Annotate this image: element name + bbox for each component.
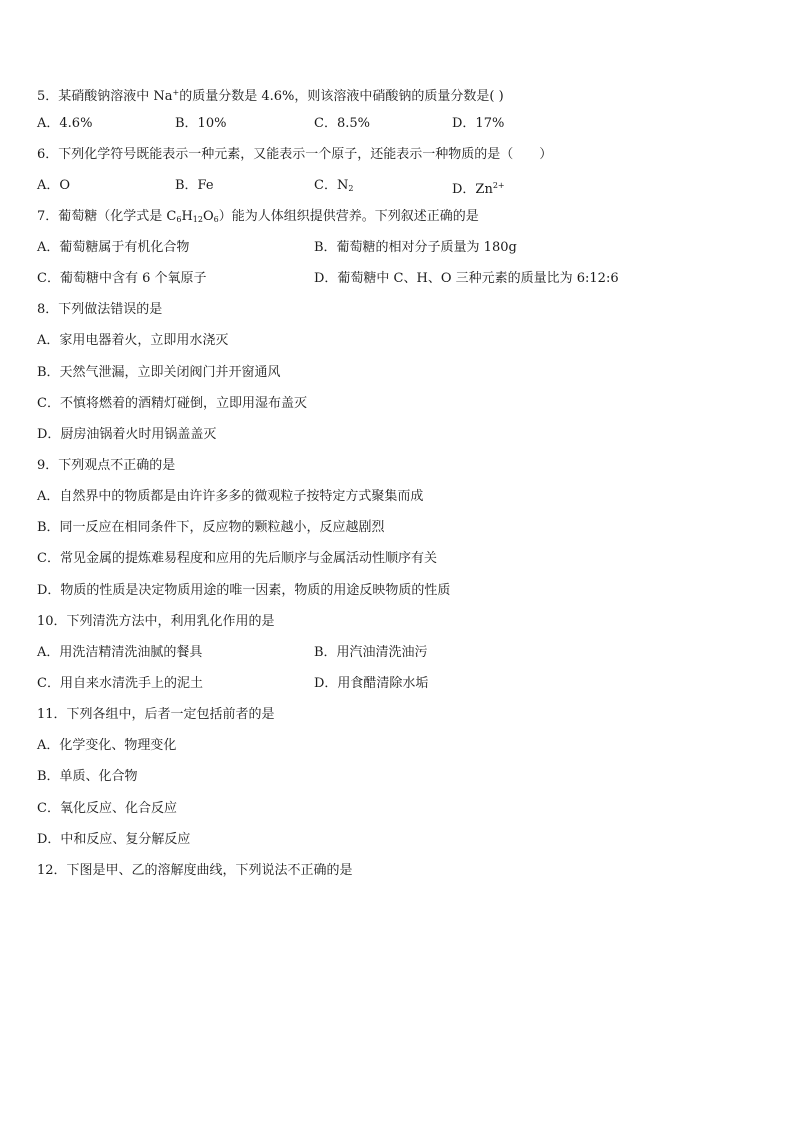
question-6-option-b[interactable]: B．Fe <box>175 178 214 193</box>
question-10-option-a[interactable]: A．用洗洁精清洗油腻的餐具 <box>37 645 203 660</box>
question-5-option-c[interactable]: C．8.5% <box>314 116 370 131</box>
question-9-option-b[interactable]: B．同一反应在相同条件下，反应物的颗粒越小，反应越剧烈 <box>37 520 385 535</box>
question-9-stem: 9．下列观点不正确的是 <box>37 458 176 473</box>
question-9-option-a[interactable]: A．自然界中的物质都是由许许多多的微观粒子按特定方式聚集而成 <box>37 489 424 504</box>
question-7-stem: 7．葡萄糖（化学式是 $C_6H_{12}O_6$）能为人体组织提供营养。下列叙述正确的是 <box>37 209 479 224</box>
question-8-option-c[interactable]: C．不慎将燃着的酒精灯碰倒，立即用湿布盖灭 <box>37 396 307 411</box>
question-7-option-d[interactable]: D．葡萄糖中 C、H、O 三种元素的质量比为 6:12:6 <box>314 271 619 286</box>
question-8-option-d[interactable]: D．厨房油锅着火时用锅盖盖灭 <box>37 427 217 442</box>
question-12-stem: 12．下图是甲、乙的溶解度曲线，下列说法不正确的是 <box>37 863 353 878</box>
question-11-option-c[interactable]: C．氧化反应、化合反应 <box>37 801 177 816</box>
question-9-option-c[interactable]: C．常见金属的提炼难易程度和应用的先后顺序与金属活动性顺序有关 <box>37 551 437 566</box>
question-10-option-d[interactable]: D．用食醋清除水垢 <box>314 676 429 691</box>
question-9-option-d[interactable]: D．物质的性质是决定物质用途的唯一因素，物质的用途反映物质的性质 <box>37 583 451 598</box>
question-10-option-c[interactable]: C．用自来水清洗手上的泥土 <box>37 676 203 691</box>
question-6-stem: 6．下列化学符号既能表示一种元素，又能表示一个原子，还能表示一种物质的是（ ） <box>37 147 553 162</box>
question-6-option-a[interactable]: A．O <box>37 178 71 193</box>
question-5-option-a[interactable]: A．4.6% <box>37 116 93 131</box>
question-8-option-b[interactable]: B．天然气泄漏，立即关闭阀门并开窗通风 <box>37 365 281 380</box>
question-10-option-b[interactable]: B．用汽油清洗油污 <box>314 645 428 660</box>
question-10-stem: 10．下列清洗方法中，利用乳化作用的是 <box>37 614 275 629</box>
question-8-option-a[interactable]: A．家用电器着火，立即用水浇灭 <box>37 333 229 348</box>
question-6-option-d[interactable]: D．$Zn^{2+}$ <box>452 181 505 197</box>
question-7-option-b[interactable]: B．葡萄糖的相对分子质量为 180g <box>314 240 517 255</box>
question-5-stem: 5．某硝酸钠溶液中 Na+的质量分数是 4.6%，则该溶液中硝酸钠的质量分数是( ) <box>37 88 504 104</box>
question-5-option-d[interactable]: D．17% <box>452 116 505 131</box>
question-11-option-d[interactable]: D．中和反应、复分解反应 <box>37 832 191 847</box>
question-8-stem: 8．下列做法错误的是 <box>37 302 163 317</box>
question-7-option-c[interactable]: C．葡萄糖中含有 6 个氧原子 <box>37 271 207 286</box>
question-7-option-a[interactable]: A．葡萄糖属于有机化合物 <box>37 240 190 255</box>
question-11-stem: 11．下列各组中，后者一定包括前者的是 <box>37 707 275 722</box>
question-6-option-c[interactable]: C．$N_2$ <box>314 178 354 193</box>
question-11-option-b[interactable]: B．单质、化合物 <box>37 769 138 784</box>
question-5-option-b[interactable]: B．10% <box>175 116 227 131</box>
question-11-option-a[interactable]: A．化学变化、物理变化 <box>37 738 177 753</box>
